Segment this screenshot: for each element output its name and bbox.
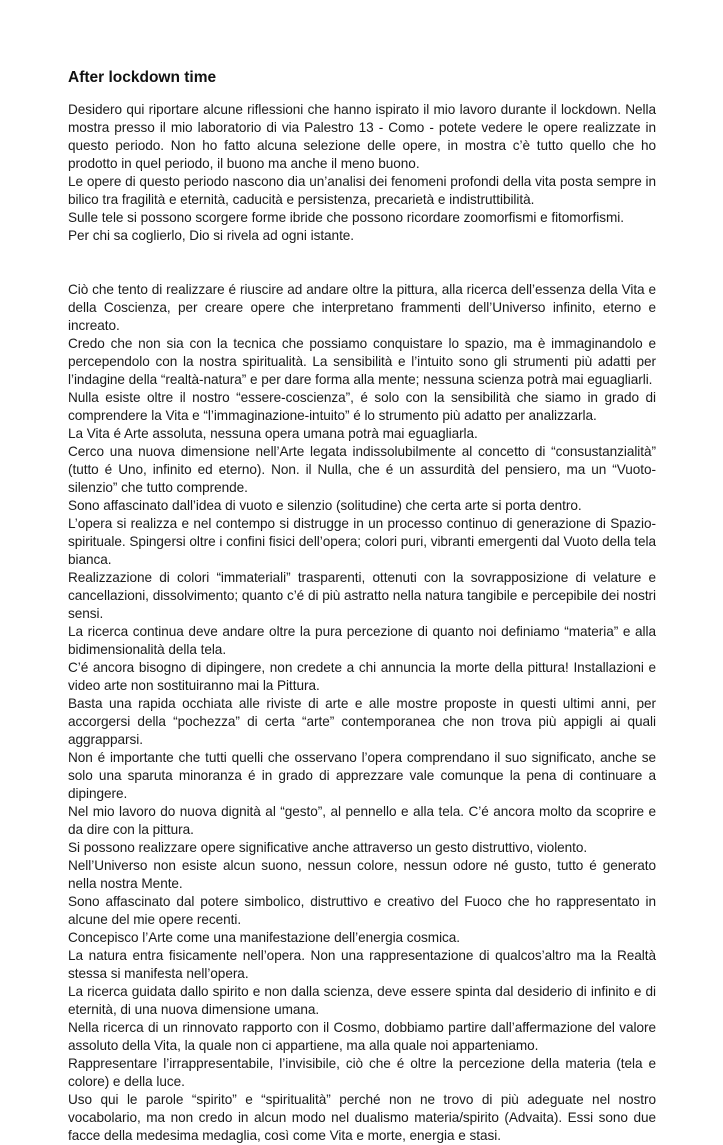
paragraph: Sono affascinato dal potere simbolico, distruttivo e creativo del Fuoco che ho rappresentato in alcune del mie opere recenti. [68,894,656,927]
paragraph: La natura entra fisicamente nell’opera. Non una rappresentazione di qualcos’altro ma la Realtà stessa si manifesta nell’opera. [68,948,656,981]
paragraph: Concepisco l’Arte come una manifestazione dell’energia cosmica. [68,930,461,945]
section-intro [68,101,656,245]
paragraph: Nella ricerca di un rinnovato rapporto con il Cosmo, dobbiamo partire dall’affermazione del valore assoluto della Vita, la quale non ci appartiene, ma alla quale noi apparteniamo. [68,1020,656,1053]
paragraph: C’é ancora bisogno di dipingere, non credete a chi annuncia la morte della pittura! Installazioni e video arte non sostituiranno mai la Pittura. [68,660,656,693]
paragraph: L’opera si realizza e nel contempo si distrugge in un processo continuo di generazione di Spazio-spirituale. Spingersi oltre i confini fisici dell’opera; colori puri, vibranti emergenti dal Vuoto della tela bianca. [68,516,656,567]
paragraph: Sono affascinato dall’idea di vuoto e silenzio (solitudine) che certa arte si porta dentro. [68,498,582,513]
paragraph: Cerco una nuova dimensione nell’Arte legata indissolubilmente al concetto di “consustanzialità” (tutto é Uno, infinito ed eterno). Non. il Nulla, che é un assurdità del pensiero, ma un “Vuoto-silenzio” che tutto comprende. [68,444,656,495]
paragraph: Nell’Universo non esiste alcun suono, nessun colore, nessun odore né gusto, tutto é generato nella nostra Mente. [68,858,656,891]
paragraph: Rappresentare l’irrappresentabile, l’invisibile, ciò che é oltre la percezione della materia (tela e colore) e della luce. [68,1056,656,1089]
paragraph: Non é importante che tutti quelli che osservano l’opera comprendano il suo significato, anche se solo una sparuta minoranza é in grado di apprezzare vale comunque la pena di continuare a dipingere. [68,750,656,801]
paragraph: Desidero qui riportare alcune riflessioni che hanno ispirato il mio lavoro durante il lockdown. Nella mostra presso il mio laboratorio di via Palestro 13 - Como - potete vedere le opere realizzate in questo periodo. Non ho fatto alcuna selezione delle opere, in mostra c’è tutto quello che ho prodotto in quel periodo, il buono ma anche il meno buono. [68,102,656,171]
document-page [68,68,656,1145]
paragraph: Basta una rapida occhiata alle riviste di arte e alle mostre proposte in questi ultimi anni, per accorgersi della “pochezza” di certa “arte” contemporanea che non trova più appigli ai quali aggrapparsi. [68,696,656,747]
paragraph: Ciò che tento di realizzare é riuscire ad andare oltre la pittura, alla ricerca dell’essenza della Vita e della Coscienza, per creare opere che interpretano frammenti dell’Universo infinito, eterno e increato. [68,282,656,333]
paragraph: Nulla esiste oltre il nostro “essere-coscienza”, é solo con la sensibilità che siamo in grado di comprendere la Vita e “l’immaginazione-intuito” é lo strumento più adatto per analizzarla. [68,390,656,423]
paragraph: Per chi sa coglierlo, Dio si rivela ad ogni istante. [68,228,355,243]
document-title: After lockdown time [68,69,217,86]
section-reflections [68,281,656,1145]
paragraph: La ricerca guidata dallo spirito e non dalla scienza, deve essere spinta dal desiderio di infinito e di eternità, di una nuova dimensione umana. [68,984,656,1017]
paragraph: La ricerca continua deve andare oltre la pura percezione di quanto noi definiamo “materia” e alla bidimensionalità della tela. [68,624,656,657]
paragraph: Sulle tele si possono scorgere forme ibride che possono ricordare zoomorfismi e fitomorfismi. [68,210,624,225]
paragraph: Realizzazione di colori “immateriali” trasparenti, ottenuti con la sovrapposizione di velature e cancellazioni, dissolvimento; quanto c’é di più astratto nella natura tangibile e percepibile dei nostri sensi. [68,570,656,621]
paragraph: Uso qui le parole “spirito” e “spiritualità” perché non ne trovo di più adeguate nel nostro vocabolario, ma non credo in alcun modo nel dualismo materia/spirito (Advaita). Essi sono due facce della medesima medaglia, così come Vita e morte, energia e stasi. [68,1092,656,1143]
paragraph: Le opere di questo periodo nascono dia un’analisi dei fenomeni profondi della vita posta sempre in bilico tra fragilità e eternità, caducità e persistenza, precarietà e indistruttibilità. [68,174,656,207]
paragraph: Nel mio lavoro do nuova dignità al “gesto”, al pennello e alla tela. C’é ancora molto da scoprire e da dire con la pittura. [68,804,656,837]
paragraph: Si possono realizzare opere significative anche attraverso un gesto distruttivo, violento. [68,840,588,855]
section-gap [68,245,656,281]
paragraph: Credo che non sia con la tecnica che possiamo conquistare lo spazio, ma è immaginandolo e percependolo con la nostra spiritualità. La sensibilità e l’intuito sono gli strumenti più adatti per l’indagine della “realtà-natura” e per dare forma alla mente; nessuna scienza potrà mai eguagliarli. [68,336,656,387]
paragraph: La Vita é Arte assoluta, nessuna opera umana potrà mai eguagliarla. [68,426,478,441]
